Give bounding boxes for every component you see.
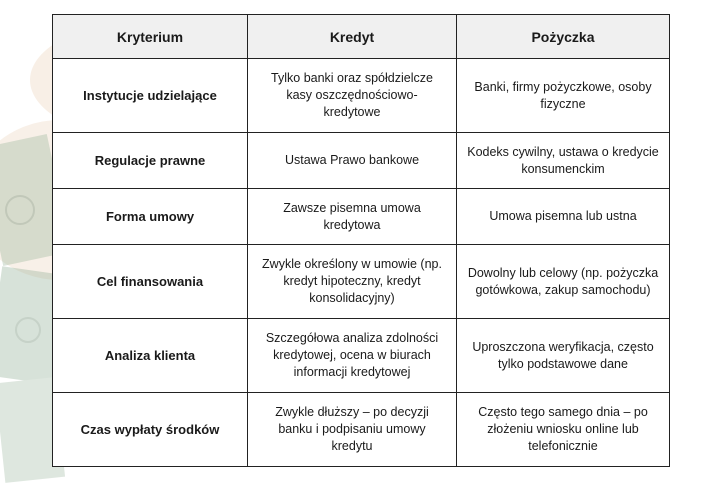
table-header-row bbox=[53, 15, 670, 59]
criterion-cell: Cel finansowania bbox=[53, 245, 248, 319]
kredyt-cell: Tylko banki oraz spółdzielcze kasy oszczędnościowo-kredytowe bbox=[248, 59, 457, 133]
table-row bbox=[53, 59, 670, 133]
kredyt-cell: Ustawa Prawo bankowe bbox=[248, 133, 457, 189]
header-kredyt: Kredyt bbox=[248, 15, 457, 59]
criterion-cell: Instytucje udzielające bbox=[53, 59, 248, 133]
kredyt-cell: Szczegółowa analiza zdolności kredytowej, ocena w biurach informacji kredytowej bbox=[248, 319, 457, 393]
table-row bbox=[53, 393, 670, 467]
criterion-cell: Forma umowy bbox=[53, 189, 248, 245]
pozyczka-cell: Banki, firmy pożyczkowe, osoby fizyczne bbox=[457, 59, 670, 133]
pozyczka-cell: Kodeks cywilny, ustawa o kredycie konsumenckim bbox=[457, 133, 670, 189]
criterion-cell: Analiza klienta bbox=[53, 319, 248, 393]
kredyt-cell: Zawsze pisemna umowa kredytowa bbox=[248, 189, 457, 245]
criterion-cell: Regulacje prawne bbox=[53, 133, 248, 189]
comparison-table bbox=[52, 14, 670, 467]
pozyczka-cell: Uproszczona weryfikacja, często tylko podstawowe dane bbox=[457, 319, 670, 393]
pozyczka-cell: Umowa pisemna lub ustna bbox=[457, 189, 670, 245]
pozyczka-cell: Dowolny lub celowy (np. pożyczka gotówkowa, zakup samochodu) bbox=[457, 245, 670, 319]
pozyczka-cell: Często tego samego dnia – po złożeniu wniosku online lub telefonicznie bbox=[457, 393, 670, 467]
table-row bbox=[53, 189, 670, 245]
table-row bbox=[53, 133, 670, 189]
kredyt-cell: Zwykle dłuższy – po decyzji banku i podpisaniu umowy kredytu bbox=[248, 393, 457, 467]
header-criterion: Kryterium bbox=[53, 15, 248, 59]
criterion-cell: Czas wypłaty środków bbox=[53, 393, 248, 467]
table-row bbox=[53, 319, 670, 393]
header-pozyczka: Pożyczka bbox=[457, 15, 670, 59]
table-row bbox=[53, 245, 670, 319]
kredyt-cell: Zwykle określony w umowie (np. kredyt hipoteczny, kredyt konsolidacyjny) bbox=[248, 245, 457, 319]
